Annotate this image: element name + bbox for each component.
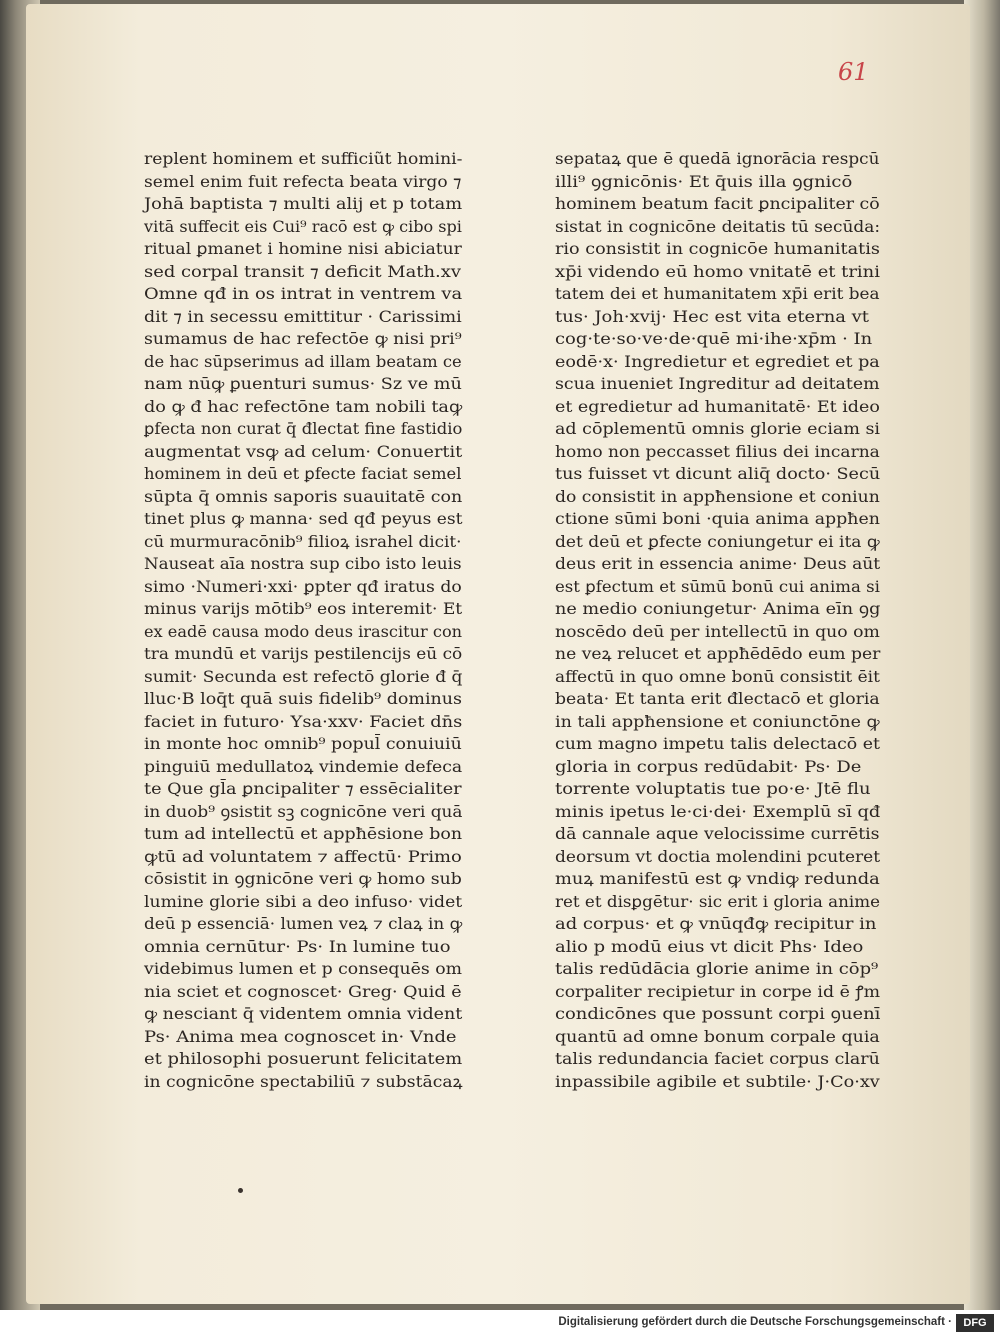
text-line: cōsistit in ꝯgnicōne veri ꝙ homo sub [144, 870, 462, 888]
text-line: sumit· Secunda est refectō glorie đ q̄ [144, 667, 463, 686]
text-line: beata· Et tanta erit đlectacō et gloria [555, 690, 880, 708]
text-line: hominem in deū et ꝑfecte faciat semel [144, 465, 462, 483]
text-line: Nauseat aīa nostra sup cibo isto leuis [144, 555, 462, 573]
text-line: condicōnes que possunt corpi ꝯuenī [555, 1005, 881, 1023]
text-line: ne medio coniungetur· Anima eīn ꝯg [555, 600, 881, 618]
text-line: eodē·x· Ingredietur et egrediet et pa [555, 352, 880, 371]
text-line: ctione sūmi boni ·quia anima appħen [555, 510, 880, 528]
folio-number: 61 [838, 58, 869, 86]
text-line: tus fuisset vt dicunt aliq̄ docto· Secū [555, 465, 881, 483]
text-line: ꝑfecta non curat q̄ đlectat fine fastidio [144, 420, 463, 438]
dfg-logo: DFG [956, 1314, 994, 1332]
text-line: det deū et ꝑfecte coniungetur ei ita ꝙ [555, 532, 880, 551]
text-line: ꝙ nesciant q̄ videntem omnia vident [144, 1005, 463, 1023]
text-line: sed corpal transit ⁊ deficit Math.xv [144, 262, 461, 281]
text-line: dit ⁊ in secessu emittitur · Carissimi [144, 307, 462, 326]
funding-credit: Digitalisierung gefördert durch die Deutsche Forschungsgemeinschaft · [558, 1316, 952, 1328]
text-line: ad corpus· et ꝙ vnūqđꝙ recipitur in [555, 915, 877, 933]
text-line: in monte hoc omnib⁹ popul̄ conuiuiū [144, 735, 462, 753]
text-line: xp̄i videndo eū homo vnitatē et trini [555, 262, 880, 281]
text-line: sūpta q̄ omnis saporis suauitatē con [144, 487, 463, 506]
text-line: ad cōplementū omnis glorie eciam si [555, 420, 881, 438]
text-line: talis redundancia faciet corpus clarū [555, 1050, 880, 1068]
text-line: videbimus lumen et p consequēs om [144, 960, 462, 978]
text-line: cog·te·so·ve·de·quē mi·ihe·xp̄m · In [555, 330, 873, 348]
text-line: alio p modū eius vt dicit Phs· Ideo [555, 937, 864, 956]
text-line: minus varijs mōtib⁹ eos interemit· Et [144, 600, 463, 618]
text-line: quantū ad omne bonum corpale quia [555, 1027, 880, 1046]
text-line: sepataꝝ que ē quedā ignorācia respcū [555, 150, 880, 168]
text-line: Johā baptista ⁊ multi alij et p totam [144, 195, 463, 213]
text-line: gloria in corpus redūdabit· Ps· De [555, 757, 862, 776]
text-line: muꝝ manifestū est ꝙ vndiꝙ redunda [555, 870, 880, 888]
text-line: et philosophi posuerunt felicitatem [144, 1050, 463, 1068]
text-line: deū p essenciā· lumen veꝝ ⁊ claꝝ in ꝙ [144, 915, 463, 933]
text-line: nam nūꝙ ꝑuenturi sumus· Sz ve mū [144, 375, 462, 393]
text-line: tum ad intellectū et appħēsione bon [144, 825, 463, 843]
text-line: et egredietur ad humanitatē· Et ideo [555, 397, 880, 416]
text-line: omnia cernūtur· Ps· In lumine tuo [144, 937, 451, 956]
text-line: augmentat vsꝙ ad celum· Conuertit [144, 442, 463, 461]
text-line: deus erit in essencia anime· Deus aūt [555, 555, 881, 573]
text-line: tinet plus ꝙ manna· sed qđ peyus est [144, 510, 463, 528]
text-line: semel enim fuit refecta beata virgo ⁊ [144, 172, 462, 191]
text-line: replent hominem et sufficiũt homini- [144, 150, 463, 168]
text-line: sumamus de hac refectōe ꝙ nisi pri⁹ [144, 330, 462, 348]
text-line: hominem beatum facit ꝑncipaliter cō [555, 195, 880, 213]
text-line: in duob⁹ ꝯsistit sꝫ cognicōne veri quā [144, 802, 463, 821]
text-line: cum magno impetu talis delectacō et [555, 735, 881, 753]
text-line: noscēdo deū per intellectū in quo om [555, 622, 880, 641]
text-line: talis redūdācia glorie anime in cōp⁹ [555, 960, 879, 978]
text-line: scua inueniet Ingreditur ad deitatem [555, 375, 880, 393]
text-line: corpaliter recipietur in corpe id ē ꝭm [555, 982, 881, 1001]
text-line: tra mundū et varijs pestilencijs eū cō [144, 645, 463, 663]
text-line: do consistit in appħensione et coniun [555, 487, 880, 506]
text-line: torrente voluptatis tue po·e· Jtē flu [555, 780, 871, 798]
text-line: tatem dei et humanitatem xp̄i erit bea [555, 285, 880, 303]
text-line: sistat in cognicōne deitatis tū secūda: [555, 217, 881, 236]
text-line: do ꝙ đ hac refectōne tam nobili taꝙ [144, 397, 463, 416]
text-line: est ꝑfectum et sūmū bonū cui anima si [555, 577, 880, 596]
text-line: Omne qđ in os intrat in ventrem va [144, 285, 463, 303]
text-line: tus· Joh·xvij· Hec est vita eterna vt [555, 307, 870, 326]
right-text-column [555, 148, 880, 1093]
text-line: deorsum vt doctia molendini pcuteret [555, 847, 881, 866]
text-line: ex eadē causa modo deus irascitur con [144, 622, 463, 641]
text-line: nia sciet et cognoscet· Greg· Quid ē [144, 982, 462, 1001]
text-line: in cognicōne spectabiliū ⁊ substācaꝝ [144, 1072, 463, 1091]
text-line: vitā suffecit eis Cui⁹ racō est ꝙ cibo spi [144, 217, 462, 236]
text-line: ne veꝝ relucet et appħēdēdo eum per [555, 645, 881, 663]
left-text-column [144, 148, 462, 1093]
text-line: dā cannale aque velocissime currētis [555, 825, 880, 843]
text-line: homo non peccasset filius dei incarna [555, 442, 880, 461]
text-line: illi⁹ ꝯgnicōnis· Et q̄uis illa ꝯgnicō [555, 172, 853, 191]
text-line: te Que gl̄a ꝑncipaliter ⁊ essēcialiter [144, 780, 462, 798]
text-line: de hac sūpserimus ad illam beatam ce [144, 352, 462, 371]
text-line: ritual ꝑmanet i homine nisi abiciatur [144, 240, 462, 258]
text-line: minis ipetus le·ci·dei· Exemplū sī qđ [555, 802, 881, 821]
text-line: faciet in futuro· Ysa·xxv· Faciet dn̄s [144, 712, 463, 731]
text-line: lumine glorie sibi a deo infuso· videt [144, 892, 463, 911]
text-line: ret et disꝑgētur· sic erit i gloria anime [555, 892, 881, 911]
text-line: Ps· Anima mea cognoscet in· Vnde [144, 1027, 457, 1046]
text-line: cū murmuracōnib⁹ filioꝝ israhel dicit· [144, 532, 462, 551]
text-line: affectū in quo omne bonū consistit ēit [555, 667, 880, 686]
text-line: inpassibile agibile et subtile· J·Co·xv [555, 1072, 880, 1091]
ink-dot [238, 1188, 243, 1193]
text-line: ꝙtū ad voluntatem ⁊ affectū· Primo [144, 847, 462, 866]
text-line: in tali appħensione et coniunctōne ꝙ [555, 712, 880, 731]
text-line: pinguiū medullatoꝝ vindemie defeca [144, 757, 463, 776]
text-line: simo ·Numeri·xxi· ꝑpter qđ iratus do [144, 577, 462, 596]
text-line: lluc·B loq̄t quā suis fidelib⁹ dominus [144, 690, 462, 708]
text-line: rio consistit in cognicōe humanitatis [555, 240, 880, 258]
